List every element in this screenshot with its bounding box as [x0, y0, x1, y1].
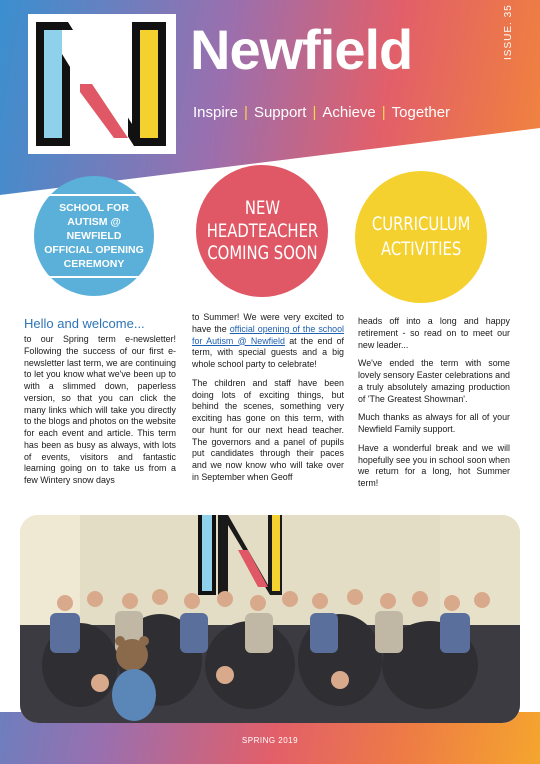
- divider: [49, 276, 139, 278]
- curriculum-title: CURRICULUM ACTIVITIES: [371, 213, 471, 260]
- article-paragraph: to our Spring term e-newsletter! Following the success of our first e-newsletter last term, we are continuing to let you know what we've been up to with a slimmed down, paperless version, so that you can click the many links which will take you directly to the blogs and photos on the website for each event and article. This term has been as busy as always, with lots of events, visitors and fantastic learning going on to take us from a few Wintery snow days: [24, 334, 176, 485]
- headteacher-title: NEW HEADTEACHER COMING SOON: [206, 196, 318, 265]
- tagline: Inspire | Support | Achieve | Together: [193, 104, 451, 121]
- brand-name: Newfield: [190, 18, 413, 81]
- headteacher-circle[interactable]: [196, 165, 328, 297]
- group-photo: [20, 515, 520, 723]
- tagline-together: Together: [391, 104, 451, 121]
- article-heading: Hello and welcome...: [24, 316, 145, 331]
- official-opening-link[interactable]: official opening of the school for Autism @ Newfield: [192, 323, 345, 346]
- article-paragraph: heads off into a long and happy retirement - so read on to meet our new leader...: [358, 316, 510, 350]
- article-column-2: [192, 312, 344, 491]
- autism-opening-circle[interactable]: [34, 176, 154, 296]
- article-paragraph: We've ended the term with some lovely sensory Easter celebrations and a truly absolutely amazing production of 'The Greatest Showman'.: [358, 358, 510, 404]
- footer-date: SPRING 2019: [241, 736, 299, 745]
- newfield-logo-icon: [28, 14, 176, 154]
- tagline-inspire: Inspire: [193, 104, 239, 121]
- article-column-1: [24, 334, 176, 494]
- article-column-3: [358, 316, 510, 497]
- article-paragraph: The children and staff have been doing lots of exciting things, but behind the scenes, something very exciting has gone on this term, with our hunt for our next head teacher. The governors and a panel of pupils put candidates through their paces and we now know who will take over in September when Geoff: [192, 377, 344, 482]
- issue-number: ISSUE. 35: [503, 4, 514, 60]
- tagline-support: Support: [253, 104, 307, 121]
- article-paragraph: Much thanks as always for all of your Newfield Family support.: [358, 412, 510, 434]
- divider: [49, 194, 139, 196]
- article-paragraph: to Summer! We were very excited to have the official opening of the school for Autism @ Newfield at the end of term, with special guests and a big whole school party to celebrate!: [192, 312, 345, 369]
- curriculum-circle[interactable]: [355, 171, 487, 303]
- autism-opening-title: SCHOOL FOR AUTISM @ NEWFIELD OFFICIAL OPENING CEREMONY: [44, 201, 144, 271]
- article-paragraph: Have a wonderful break and we will hopefully see you in school soon when we return for a long, hot Summer term!: [358, 442, 510, 488]
- group-photo-illustration: [20, 515, 520, 723]
- tagline-achieve: Achieve: [322, 104, 376, 121]
